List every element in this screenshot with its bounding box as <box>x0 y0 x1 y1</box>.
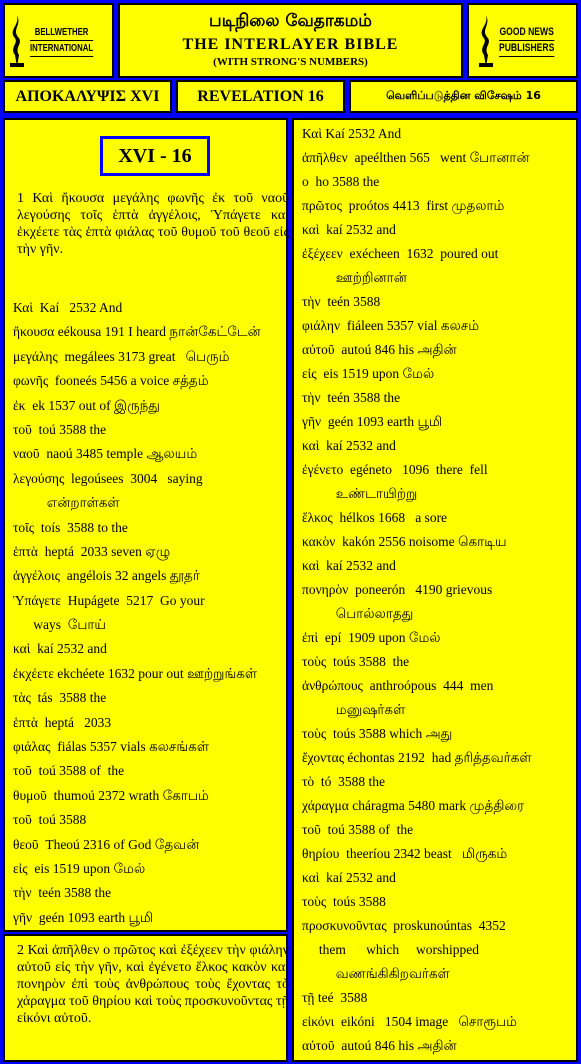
verse-1-text: 1 Καὶ ἤκουσα μεγάλης φωνῆς ἐκ τοῦ ναοῦ λεγούσης τοῖς ἑπτὰ ἀγγέλοις, Ὑπάγετε καὶ ἐκχέετε τὰς ἑπτὰ φιάλας τοῦ θυμοῦ τοῦ θεοῦ εἰς τὴν γῆν. <box>17 191 289 257</box>
word-row: τὰς tás 3588 the <box>13 690 107 706</box>
word-row: ναοῦ naoú 3485 temple ஆலயம் <box>13 446 198 462</box>
word-row: τὴν teén 3588 the <box>13 885 112 901</box>
word-row: τοὺς toús 3588 the <box>302 654 410 669</box>
verse-2-box <box>3 934 288 1062</box>
word-row: பொல்லாதது <box>302 606 414 621</box>
word-row: καὶ kaí 2532 and <box>302 222 396 237</box>
page-title: THE INTERLAYER BIBLE <box>182 36 399 53</box>
word-row: ἑπτὰ heptá 2033 seven ஏழு <box>13 543 171 559</box>
logo-left-line2: INTERNATIONAL <box>30 41 93 57</box>
word-row: εἰς eis 1519 upon மேல் <box>13 860 146 876</box>
bellwether-logo <box>3 3 114 78</box>
tamil-title: படிநிலை வேதாகமம் <box>209 11 372 31</box>
word-row: θεοῦ Theoú 2316 of God தேவன் <box>13 836 200 852</box>
word-row: τοῦ toú 3588 of the <box>302 822 414 837</box>
word-row: τοῦ toú 3588 <box>13 812 87 828</box>
word-row: τὴν teén 3588 <box>302 294 381 309</box>
word-row: Καὶ Kaí 2532 And <box>13 300 123 315</box>
word-row: θυμοῦ thumoú 2372 wrath கோபம் <box>13 787 209 803</box>
word-row: ἐπὶ epí 1909 upon மேல் <box>302 630 441 645</box>
book-name-english: REVELATION 16 <box>176 80 345 113</box>
word-row: ο ho 3588 the <box>302 174 380 189</box>
word-row: τοῦ toú 3588 the <box>13 421 107 437</box>
word-row: மனுஷர்கள் <box>302 702 406 717</box>
good-news-logo <box>467 3 578 78</box>
verse-2-text: 2 Καὶ ἀπῆλθεν ο πρῶτος καὶ ἐξέχεεν τὴν φιάλην αὐτοῦ εἰς τὴν γῆν, καὶ ἐγένετο ἕλκος κακὸν καὶ πονηρὸν ἐπὶ τοὺς ἀνθρώπους τοὺς ἔχοντας τὸ χάραγμα τοῦ θηρίου καὶ τοὺς προσκυνοῦντας τῇ εἰκόνι αὐτοῦ. <box>17 943 289 1026</box>
word-row: Καὶ Kaí 2532 And <box>302 126 402 141</box>
word-row: καὶ kaí 2532 and <box>302 438 396 453</box>
word-row: ἔχοντας échontas 2192 had தரித்தவர்கள் <box>302 750 532 765</box>
word-row: τὴν teén 3588 the <box>302 390 401 405</box>
word-row: κακὸν kakón 2556 noisome கொடிய <box>302 534 507 549</box>
word-row: ἀνθρώπους anthroópous 444 men <box>302 678 494 693</box>
word-row: τὸ tó 3588 the <box>302 774 386 789</box>
word-row: καὶ kaí 2532 and <box>302 870 396 885</box>
word-row: φωνῆς fooneés 5456 a voice சத்தம் <box>13 373 209 389</box>
word-row: τοῖς toís 3588 to the <box>13 519 128 535</box>
word-row: என்றாள்கள் <box>13 495 120 511</box>
word-row: ways போய் <box>13 617 107 633</box>
right-column <box>292 118 578 1062</box>
title-box <box>118 3 463 78</box>
left-column <box>3 118 288 932</box>
word-row: εἰς eis 1519 upon மேல் <box>302 366 435 381</box>
word-row: εἰκόνι eikóni 1504 image சொரூபம் <box>302 1014 517 1029</box>
word-row: உண்டாயிற்று <box>302 486 418 501</box>
word-row: γῆν geén 1093 earth பூமி <box>13 909 154 925</box>
word-row: μεγάλης megálees 3173 great பெரும் <box>13 348 230 364</box>
word-list-left <box>13 300 280 934</box>
word-row: καὶ kaí 2532 and <box>302 558 396 573</box>
word-row: πρῶτος proótos 4413 first முதலாம் <box>302 198 505 213</box>
word-row: ἀπῆλθεν apeélthen 565 went போனான் <box>302 150 530 165</box>
word-row: τοὺς toús 3588 which அது <box>302 726 453 741</box>
word-row: τοὺς toús 3588 <box>302 894 386 909</box>
word-row: ἐγένετο egéneto 1096 there fell <box>302 462 488 477</box>
logo-left-line1: BELLWETHER <box>30 25 93 41</box>
word-row: ἑπτὰ heptá 2033 <box>13 714 112 730</box>
flame-icon <box>6 13 28 69</box>
word-row: ἐκ ek 1537 out of இருந்து <box>13 397 160 413</box>
word-row: them which worshipped <box>302 942 479 957</box>
word-row: ἐξέχεεν exécheen 1632 poured out <box>302 246 499 261</box>
word-row: λεγούσης legoúsees 3004 saying <box>13 470 203 486</box>
word-row: γῆν geén 1093 earth பூமி <box>302 414 443 429</box>
word-row: πονηρὸν poneerón 4190 grievous <box>302 582 493 597</box>
word-list-right <box>302 126 570 1062</box>
book-name-greek: ΑΠΟΚΑΛΥΨΙΣ XVI <box>3 80 172 113</box>
word-row: χάραγμα cháragma 5480 mark முத்திரை <box>302 798 525 813</box>
flame-icon <box>475 13 497 69</box>
page-subtitle: (WITH STRONG'S NUMBERS) <box>213 56 368 68</box>
word-row: θηρίου theeríou 2342 beast மிருகம் <box>302 846 508 861</box>
word-row: τοῦ toú 3588 of the <box>13 763 125 779</box>
word-row: ஊற்றினான் <box>302 270 407 285</box>
book-name-tamil: வெளிப்படுத்தின விசேஷம் 16 <box>349 80 578 113</box>
logo-right-line2: PUBLISHERS <box>499 41 554 57</box>
word-row: αὐτοῦ autoú 846 his அதின் <box>302 342 457 357</box>
word-row: ἐκχέετε ekchéete 1632 pour out ஊற்றுங்கள் <box>13 665 258 681</box>
logo-right-line1: GOOD NEWS <box>499 25 554 41</box>
word-row: αὐτοῦ autoú 846 his அதின் <box>302 1038 457 1053</box>
word-row: καὶ kaí 2532 and <box>13 641 107 657</box>
word-row: ἤκουσα eékousa 191 I heard நான்கேட்டேன் <box>13 324 261 340</box>
word-row: வணங்கிகிறவர்கள் <box>302 966 450 981</box>
word-row: ἕλκος hélkos 1668 a sore <box>302 510 448 525</box>
word-row: φιάλας fiálas 5357 vials கலசங்கள் <box>13 739 210 755</box>
chapter-badge: XVI - 16 <box>100 136 210 176</box>
word-row: προσκυνοῦντας proskunoúntas 4352 <box>302 918 506 933</box>
word-row: τῇ teé 3588 <box>302 990 368 1005</box>
word-row: Ὑπάγετε Hupágete 5217 Go your <box>13 592 205 608</box>
word-row: φιάλην fiáleen 5357 vial கலசம் <box>302 318 480 333</box>
word-row: ἀγγέλοις angélois 32 angels தூதர் <box>13 568 200 584</box>
